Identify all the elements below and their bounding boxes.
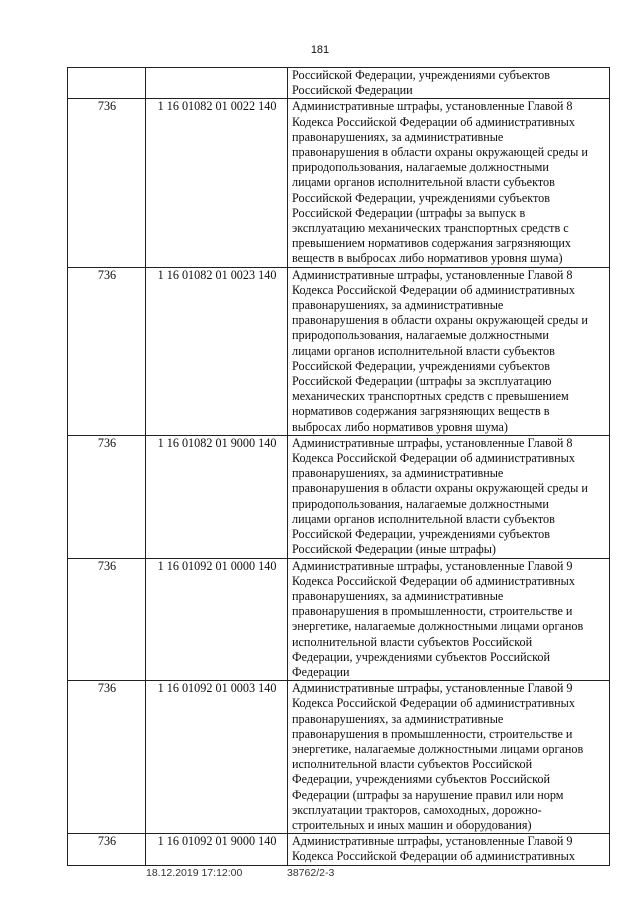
page-number: 181 — [310, 44, 330, 56]
description-line: Кодекса Российской Федерации об административных — [292, 282, 575, 297]
description-cell — [288, 558, 610, 681]
table-row — [68, 834, 610, 865]
kbk-code-cell: 1 16 01082 01 0023 140 — [146, 267, 288, 435]
kbk-code-cell: 1 16 01082 01 0022 140 — [146, 99, 288, 267]
admin-code-cell — [68, 68, 146, 99]
description-line: Административные штрафы, установленные Главой 8 — [292, 99, 573, 114]
description-line: Российской Федерации (штрафы за эксплуатацию — [292, 374, 552, 389]
description-line: правонарушениях, за административные — [292, 298, 504, 313]
description-line: механических транспортных средств с превышением — [292, 389, 569, 404]
description-line: Российской Федерации — [292, 83, 413, 98]
description-line: Федерации, учреждениями субъектов Российской — [292, 649, 551, 664]
admin-code-cell: 736 — [68, 99, 146, 267]
description-line: Российской Федерации, учреждениями субъектов — [292, 358, 551, 373]
description-line: природопользования, налагаемые должностными — [292, 160, 549, 175]
table-body — [68, 68, 610, 866]
description-line: Российской Федерации, учреждениями субъектов — [292, 190, 551, 205]
description-line: энергетике, налагаемые должностными лицами органов — [292, 619, 584, 634]
description-line: правонарушениях, за административные — [292, 129, 504, 144]
description-line: строительных и иных машин и оборудования) — [292, 817, 532, 832]
description-line: Федерации (штрафы за нарушение правил или норм — [292, 787, 564, 802]
description-line: Кодекса Российской Федерации об административных — [292, 573, 575, 588]
description-line: правонарушениях, за административные — [292, 711, 504, 726]
description-line: эксплуатации тракторов, самоходных, дорожно- — [292, 802, 542, 817]
description-line: природопользования, налагаемые должностными — [292, 496, 549, 511]
description-line: Российской Федерации (иные штрафы) — [292, 542, 496, 557]
description-line: Кодекса Российской Федерации об административных — [292, 849, 575, 864]
description-line: Российской Федерации, учреждениями субъектов — [292, 68, 551, 82]
description-line: Кодекса Российской Федерации об административных — [292, 451, 575, 466]
description-line: Административные штрафы, установленные Главой 9 — [292, 681, 573, 696]
kbk-code-cell: 1 16 01082 01 9000 140 — [146, 435, 288, 558]
kbk-code-cell: 1 16 01092 01 0000 140 — [146, 558, 288, 681]
table-row — [68, 558, 610, 681]
description-line: правонарушения в области охраны окружающей среды и — [292, 145, 588, 160]
description-line: правонарушения в промышленности, строительстве и — [292, 604, 573, 619]
description-cell — [288, 681, 610, 834]
description-line: веществ в выбросах либо нормативов уровня шума) — [292, 251, 563, 266]
admin-code-cell: 736 — [68, 558, 146, 681]
description-line: лицами органов исполнительной власти субъектов — [292, 175, 555, 190]
table-row — [68, 68, 610, 99]
description-line: правонарушения в промышленности, строительстве и — [292, 726, 573, 741]
description-line: Российской Федерации (штрафы за выпуск в — [292, 205, 526, 220]
description-line: правонарушениях, за административные — [292, 588, 504, 603]
description-line: природопользования, налагаемые должностными — [292, 328, 549, 343]
description-cell — [288, 435, 610, 558]
admin-code-cell: 736 — [68, 435, 146, 558]
description-line: лицами органов исполнительной власти субъектов — [292, 343, 555, 358]
admin-code-cell: 736 — [68, 834, 146, 865]
description-line: Кодекса Российской Федерации об административных — [292, 114, 575, 129]
description-line: правонарушениях, за административные — [292, 466, 504, 481]
kbk-code-cell: 1 16 01092 01 0003 140 — [146, 681, 288, 834]
description-cell — [288, 267, 610, 435]
admin-code-cell: 736 — [68, 681, 146, 834]
footer-document-code: 38762/2-3 — [287, 867, 335, 879]
description-cell — [288, 68, 610, 99]
description-line: Административные штрафы, установленные Главой 9 — [292, 558, 573, 573]
footer-datetime: 18.12.2019 17:12:00 — [146, 867, 243, 879]
description-line: Кодекса Российской Федерации об административных — [292, 696, 575, 711]
description-line: Административные штрафы, установленные Главой 8 — [292, 267, 573, 282]
description-line: исполнительной власти субъектов Российской — [292, 757, 533, 772]
kbk-table — [67, 67, 610, 866]
description-line: энергетике, налагаемые должностными лицами органов — [292, 741, 584, 756]
description-cell — [288, 834, 610, 865]
description-line: Российской Федерации, учреждениями субъектов — [292, 527, 551, 542]
description-line: Административные штрафы, установленные Главой 9 — [292, 834, 573, 849]
description-line: нормативов содержания загрязняющих веществ в — [292, 404, 550, 419]
description-line: выбросах либо нормативов уровня шума) — [292, 419, 508, 434]
table-row — [68, 435, 610, 558]
description-cell — [288, 99, 610, 267]
description-line: Федерации, учреждениями субъектов Российской — [292, 772, 551, 787]
kbk-code-cell — [146, 68, 288, 99]
table-row — [68, 99, 610, 267]
description-line: превышением нормативов содержания загрязняющих — [292, 236, 571, 251]
kbk-code-cell: 1 16 01092 01 9000 140 — [146, 834, 288, 865]
admin-code-cell: 736 — [68, 267, 146, 435]
description-line: лицами органов исполнительной власти субъектов — [292, 511, 555, 526]
description-line: эксплуатацию механических транспортных средств с — [292, 221, 569, 236]
description-line: Федерации — [292, 664, 350, 679]
description-line: Административные штрафы, установленные Главой 8 — [292, 435, 573, 450]
table-row — [68, 681, 610, 834]
description-line: правонарушения в области охраны окружающей среды и — [292, 481, 588, 496]
table-row — [68, 267, 610, 435]
description-line: правонарушения в области охраны окружающей среды и — [292, 313, 588, 328]
description-line: исполнительной власти субъектов Российской — [292, 634, 533, 649]
